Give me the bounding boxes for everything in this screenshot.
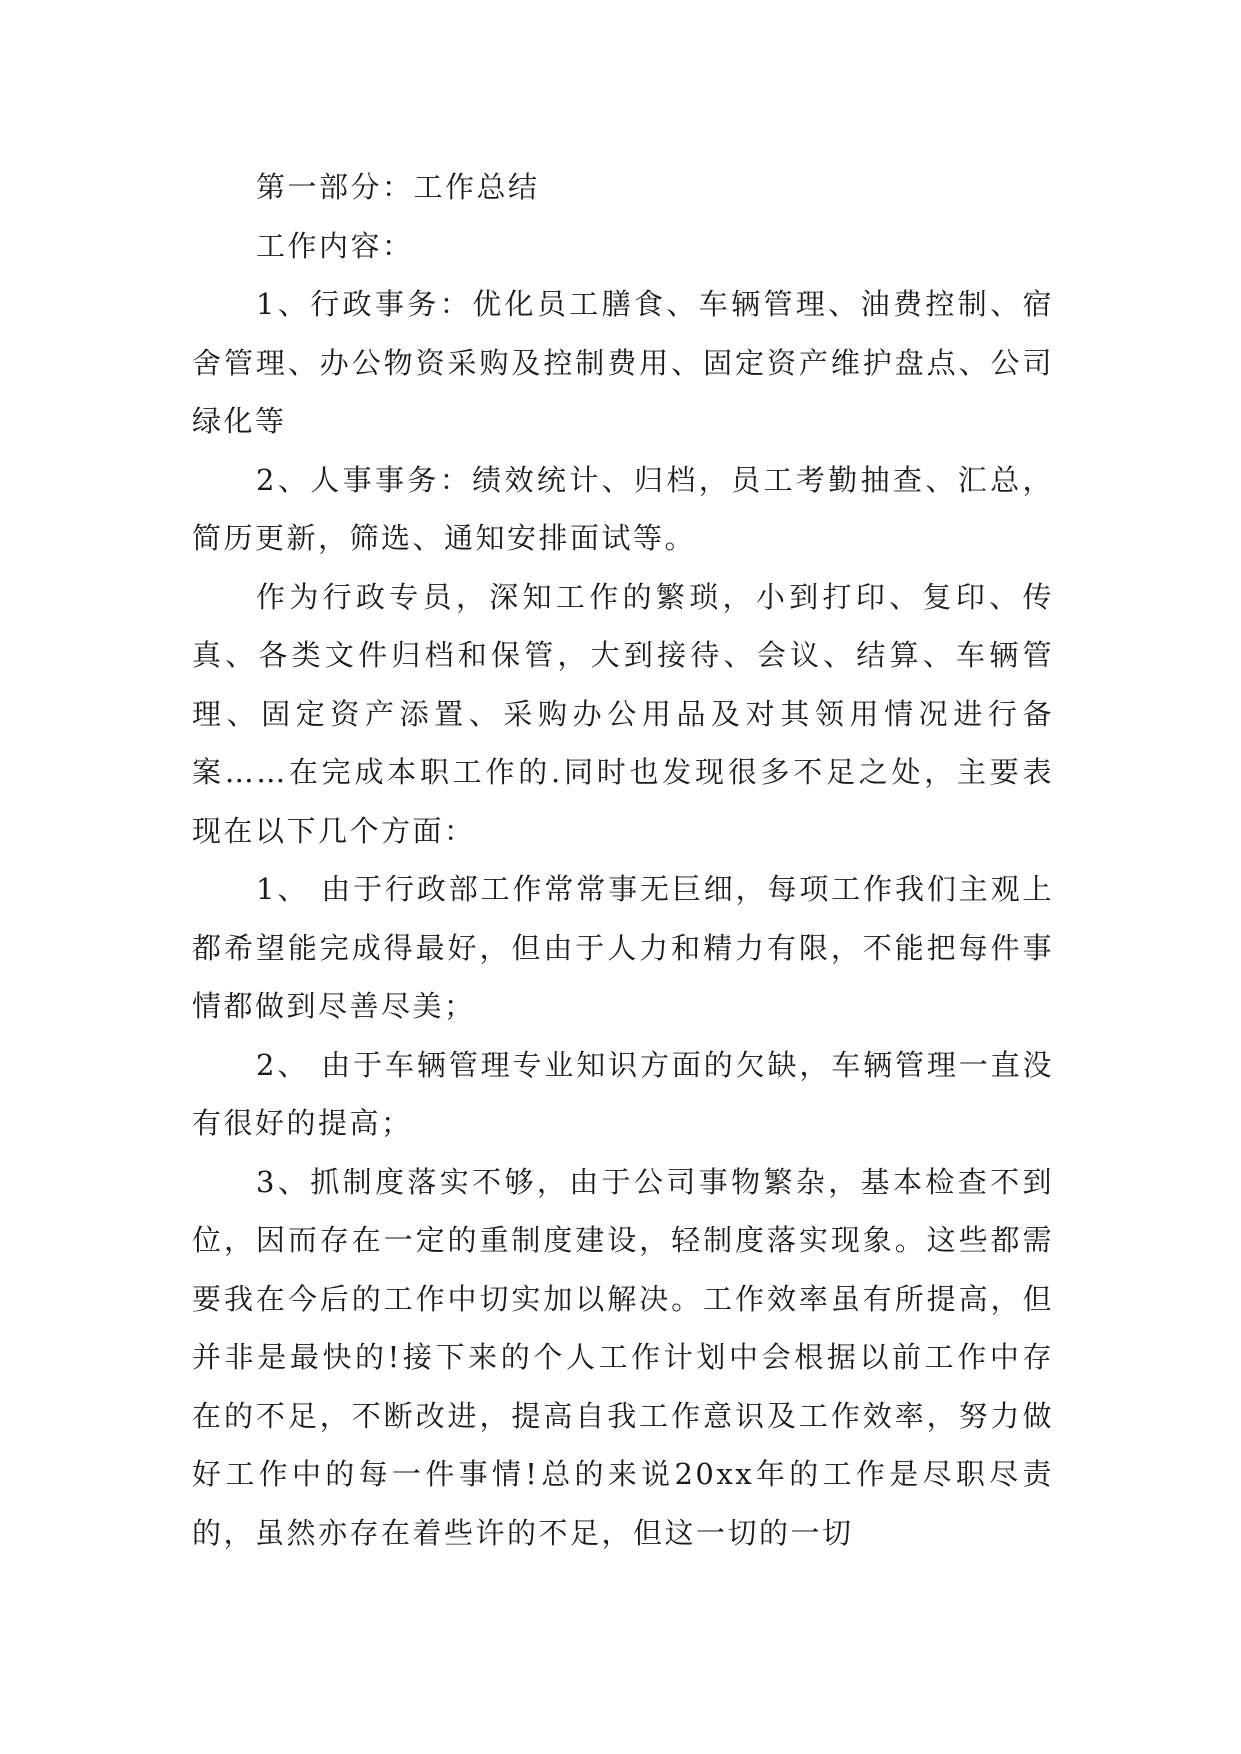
paragraph-admin-affairs: 1、行政事务：优化员工膳食、车辆管理、油费控制、宿舍管理、办公物资采购及控制费用、固定资产维护盘点、公司绿化等 xyxy=(192,287,1054,438)
paragraph-hr-affairs: 2、人事事务：绩效统计、归档，员工考勤抽查、汇总，简历更新，筛选、通知安排面试等。 xyxy=(192,462,1054,555)
paragraph-shortcoming-3: 3、抓制度落实不够，由于公司事物繁杂，基本检查不到位，因而存在一定的重制度建设，轻制度落实现象。这些都需要我在今后的工作中切实加以解决。工作效率虽有所提高，但并非是最快的!接下来的个人工作计划中会根据以前工作中存在的不足，不断改进，提高自我工作意识及工作效率，努力做好工作中的每一件事情!总的来说20xx年的工作是尽职尽责的，虽然亦存在着些许的不足，但这一切的一切 xyxy=(192,1164,1054,1550)
section-title: 第一部分：工作总结 xyxy=(256,170,540,204)
content-heading: 工作内容： xyxy=(256,228,414,263)
paragraph-shortcoming-2: 2、 由于车辆管理专业知识方面的欠缺，车辆管理一直没有很好的提高； xyxy=(192,1047,1054,1140)
paragraph-shortcoming-1: 1、 由于行政部工作常常事无巨细，每项工作我们主观上都希望能完成得最好，但由于人力和精力有限，不能把每件事情都做到尽善尽美； xyxy=(192,872,1054,1023)
document-body xyxy=(192,158,1054,1562)
paragraph-role-summary: 作为行政专员，深知工作的繁琐，小到打印、复印、传真、各类文件归档和保管，大到接待、会议、结算、车辆管理、固定资产添置、采购办公用品及对其领用情况进行备案……在完成本职工作的.同时也发现很多不足之处，主要表现在以下几个方面： xyxy=(192,579,1054,848)
